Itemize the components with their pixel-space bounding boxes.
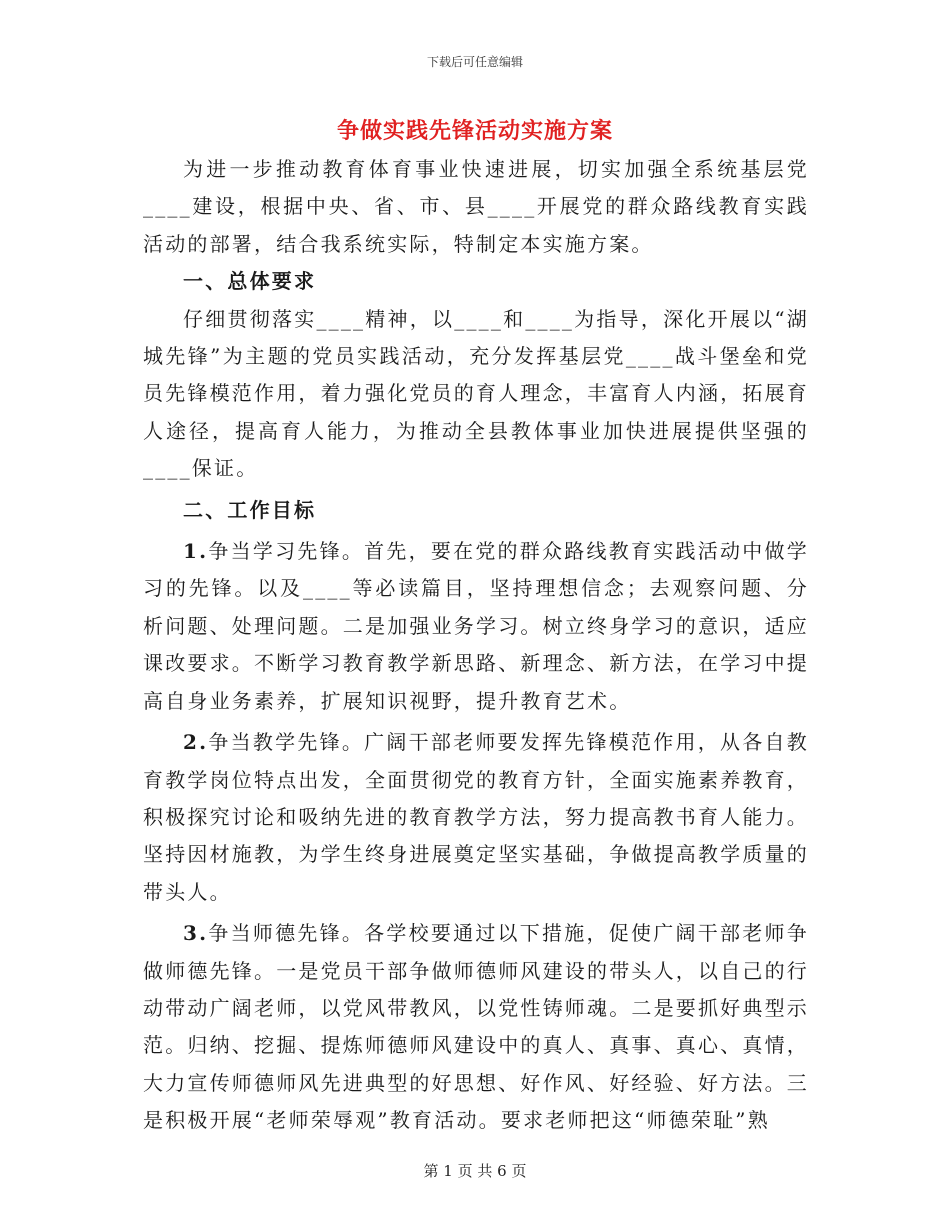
goal-item-teaching [143,724,809,911]
document-body [143,151,809,1140]
header-note: 下载后可任意编辑 [426,55,523,69]
intro-paragraph: 为进一步推动教育体育事业快速进展，切实加强全系统基层党____建设，根据中央、省、市、县____开展党的群众路线教育实践活动的部署，结合我系统实际，特制定本实施方案。 [143,157,809,256]
goal-number-2: 2. [183,730,209,755]
goal-item-ethics [143,915,809,1139]
section-heading-overall: 一、总体要求 [183,269,317,294]
goal-number-3: 3. [183,921,209,946]
section-heading-goals: 二、工作目标 [183,497,317,522]
document-title: 争做实践先锋活动实施方案 [336,118,613,144]
goal-text-teaching: 争当教学先锋。广阔干部老师要发挥先锋模范作用，从各自教育教学岗位特点出发，全面贯彻党的教育方针，全面实施素养教育，积极探究讨论和吸纳先进的教育教学方法，努力提高教书育人能力。坚持因材施教，为学生终身进展奠定坚实基础，争做提高教学质量的带头人。 [143,730,809,904]
page-number: 第 1 页 共 6 页 [423,1162,527,1180]
goal-item-learning [143,533,809,720]
goal-number-1: 1. [183,539,209,564]
overall-requirements-paragraph: 仔细贯彻落实____精神，以____和____为指导，深化开展以“湖城先锋”为主题的党员实践活动，充分发挥基层党____战斗堡垒和党员先锋模范作用，着力强化党员的育人理念，丰富育人内涵，拓展育人途径，提高育人能力，为推动全县教体事业加快进展提供坚强的____保证。 [143,306,809,481]
goal-text-learning: 争当学习先锋。首先，要在党的群众路线教育实践活动中做学习的先锋。以及____等必读篇目，坚持理想信念；去观察问题、分析问题、处理问题。二是加强业务学习。树立终身学习的意识，适应课改要求。不断学习教育教学新思路、新理念、新方法，在学习中提高自身业务素养，扩展知识视野，提升教育艺术。 [143,539,809,713]
goal-text-ethics: 争当师德先锋。各学校要通过以下措施，促使广阔干部老师争做师德先锋。一是党员干部争做师德师风建设的带头人，以自己的行动带动广阔老师，以党风带教风，以党性铸师魂。二是要抓好典型示范。归纳、挖掘、提炼师德师风建设中的真人、真事、真心、真情，大力宣传师德师风先进典型的好思想、好作风、好经验、好方法。三是积极开展“老师荣辱观”教育活动。要求老师把这“师德荣耻”熟 [143,921,809,1133]
